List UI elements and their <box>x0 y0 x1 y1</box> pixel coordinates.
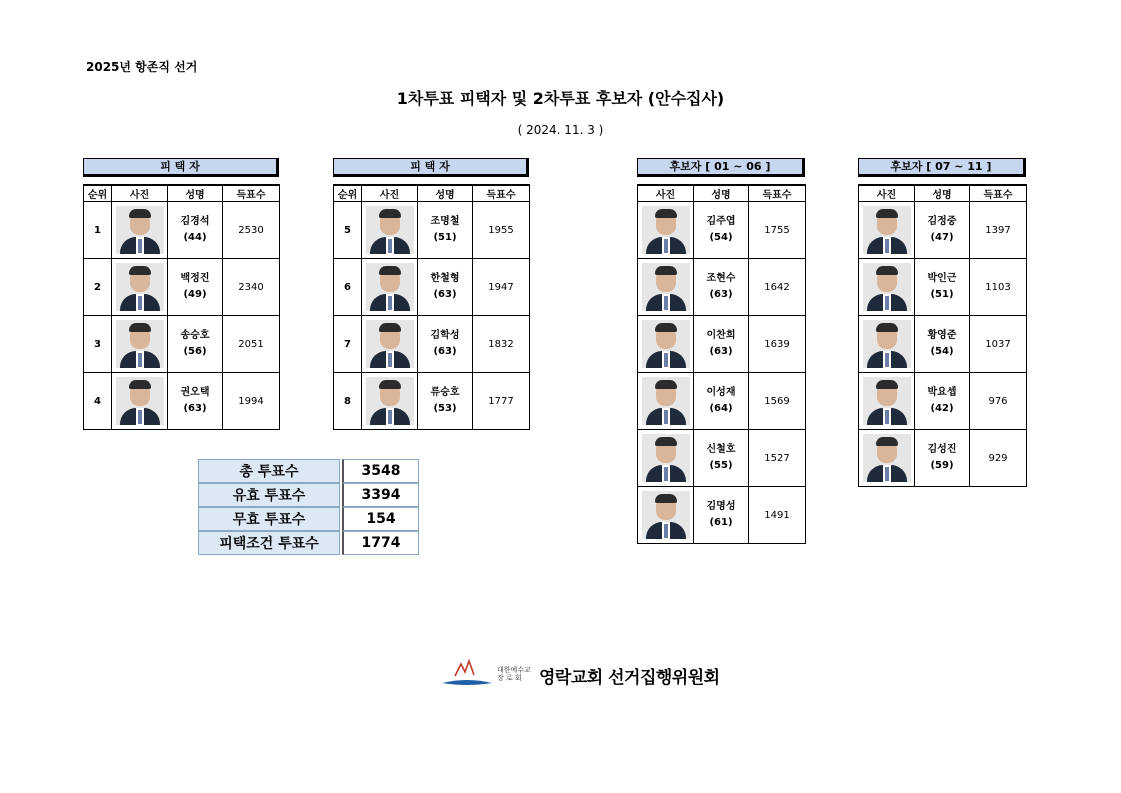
candidate-age: (63) <box>709 289 733 300</box>
col-votes: 득표수 <box>749 185 806 202</box>
votes-cell: 1639 <box>749 316 806 373</box>
rank-cell: 5 <box>334 202 362 259</box>
candidate-age: (53) <box>433 403 457 414</box>
candidate-age: (63) <box>433 289 457 300</box>
candidate-photo <box>642 377 690 425</box>
candidate-age: (49) <box>183 289 207 300</box>
name-cell <box>694 373 749 430</box>
col-photo: 사진 <box>638 185 694 202</box>
stats-row <box>198 507 419 531</box>
name-cell <box>694 202 749 259</box>
candidate-age: (63) <box>183 403 207 414</box>
name-cell <box>694 259 749 316</box>
footer-logo <box>441 658 731 690</box>
col-name: 성명 <box>915 185 970 202</box>
table-row <box>84 316 280 373</box>
name-cell <box>418 316 473 373</box>
votes-cell: 1755 <box>749 202 806 259</box>
candidate-photo <box>116 263 164 311</box>
candidate-photo <box>863 206 911 254</box>
votes-cell: 1103 <box>970 259 1027 316</box>
candidate-name: 송승호 <box>180 330 210 341</box>
votes-cell: 1955 <box>473 202 530 259</box>
col-votes: 득표수 <box>473 185 530 202</box>
candidate-photo <box>366 263 414 311</box>
votes-cell: 1037 <box>970 316 1027 373</box>
name-cell <box>915 316 970 373</box>
candidate-age: (54) <box>930 346 954 357</box>
votes-cell: 2051 <box>223 316 280 373</box>
candidate-photo <box>863 377 911 425</box>
stats-value: 1774 <box>342 531 419 555</box>
panel-3-table <box>637 184 806 544</box>
panel-1-title: 피 택 자 <box>83 158 279 177</box>
col-name: 성명 <box>168 185 223 202</box>
table-row <box>638 202 806 259</box>
candidate-age: (56) <box>183 346 207 357</box>
name-cell <box>694 430 749 487</box>
photo-cell <box>859 202 915 259</box>
votes-cell: 2530 <box>223 202 280 259</box>
votes-cell: 1397 <box>970 202 1027 259</box>
col-rank: 순위 <box>334 185 362 202</box>
candidate-photo <box>116 206 164 254</box>
table-row <box>859 430 1027 487</box>
candidate-name: 한철형 <box>430 273 460 284</box>
stats-label: 무효 투표수 <box>198 507 340 531</box>
col-photo: 사진 <box>362 185 418 202</box>
stats-label: 유효 투표수 <box>198 483 340 507</box>
table-row <box>638 487 806 544</box>
votes-cell: 929 <box>970 430 1027 487</box>
col-name: 성명 <box>694 185 749 202</box>
denomination-line-1: 대한예수교 <box>497 666 531 674</box>
candidate-photo <box>863 320 911 368</box>
candidate-age: (59) <box>930 460 954 471</box>
candidate-photo <box>863 263 911 311</box>
candidate-photo <box>116 377 164 425</box>
candidate-name: 김성진 <box>927 444 957 455</box>
vote-stats-table <box>198 459 419 555</box>
candidate-photo <box>863 434 911 482</box>
election-date: ( 2024. 11. 3 ) <box>517 123 604 137</box>
rank-cell: 4 <box>84 373 112 430</box>
candidate-age: (44) <box>183 232 207 243</box>
table-row <box>334 373 530 430</box>
candidate-photo <box>116 320 164 368</box>
candidate-age: (63) <box>709 346 733 357</box>
candidate-photo <box>366 206 414 254</box>
candidate-name: 황영준 <box>927 330 957 341</box>
name-cell <box>418 202 473 259</box>
table-row <box>859 373 1027 430</box>
name-cell <box>168 202 223 259</box>
table-row <box>84 259 280 316</box>
photo-cell <box>112 259 168 316</box>
stats-row <box>198 531 419 555</box>
photo-cell <box>362 259 418 316</box>
votes-cell: 1947 <box>473 259 530 316</box>
candidate-name: 권오택 <box>180 387 210 398</box>
candidate-age: (64) <box>709 403 733 414</box>
rank-cell: 1 <box>84 202 112 259</box>
photo-cell <box>112 202 168 259</box>
candidate-name: 류승호 <box>430 387 460 398</box>
photo-cell <box>362 316 418 373</box>
photo-cell <box>638 487 694 544</box>
candidate-photo <box>642 434 690 482</box>
votes-cell: 976 <box>970 373 1027 430</box>
votes-cell: 1994 <box>223 373 280 430</box>
stats-value: 154 <box>342 507 419 531</box>
panel-2-table <box>333 184 530 430</box>
candidate-photo <box>642 320 690 368</box>
stats-row <box>198 483 419 507</box>
col-photo: 사진 <box>859 185 915 202</box>
votes-cell: 1527 <box>749 430 806 487</box>
photo-cell <box>859 316 915 373</box>
name-cell <box>915 259 970 316</box>
photo-cell <box>638 316 694 373</box>
table-row <box>84 373 280 430</box>
candidate-age: (51) <box>930 289 954 300</box>
candidate-age: (54) <box>709 232 733 243</box>
church-logo-icon <box>441 658 493 688</box>
panel-3-title: 후보자 [ 01 ~ 06 ] <box>637 158 805 177</box>
stats-value: 3548 <box>342 459 419 483</box>
candidate-age: (55) <box>709 460 733 471</box>
table-row <box>638 430 806 487</box>
candidate-name: 김주엽 <box>706 216 736 227</box>
photo-cell <box>638 430 694 487</box>
col-votes: 득표수 <box>223 185 280 202</box>
candidate-name: 이성재 <box>706 387 736 398</box>
votes-cell: 1777 <box>473 373 530 430</box>
photo-cell <box>638 202 694 259</box>
votes-cell: 1642 <box>749 259 806 316</box>
panel-2-title: 피 택 자 <box>333 158 529 177</box>
col-rank: 순위 <box>84 185 112 202</box>
candidate-photo <box>642 206 690 254</box>
candidate-name: 신철호 <box>706 444 736 455</box>
candidate-name: 이찬희 <box>706 330 736 341</box>
rank-cell: 7 <box>334 316 362 373</box>
candidate-age: (47) <box>930 232 954 243</box>
candidate-name: 김학성 <box>430 330 460 341</box>
candidate-name: 김정중 <box>927 216 957 227</box>
table-row <box>859 202 1027 259</box>
votes-cell: 1832 <box>473 316 530 373</box>
panel-4-title: 후보자 [ 07 ~ 11 ] <box>858 158 1026 177</box>
candidate-age: (63) <box>433 346 457 357</box>
name-cell <box>915 202 970 259</box>
table-header-row <box>84 185 280 202</box>
candidate-name: 백정진 <box>180 273 210 284</box>
table-row <box>334 316 530 373</box>
table-row <box>638 259 806 316</box>
candidate-name: 박인근 <box>927 273 957 284</box>
name-cell <box>694 487 749 544</box>
table-row <box>638 373 806 430</box>
stats-label: 총 투표수 <box>198 459 340 483</box>
photo-cell <box>859 430 915 487</box>
name-cell <box>915 373 970 430</box>
election-label: 2025년 항존직 선거 <box>86 60 198 74</box>
photo-cell <box>638 373 694 430</box>
denomination-line-2: 장 로 회 <box>497 674 522 682</box>
table-header-row <box>334 185 530 202</box>
candidate-name: 김명성 <box>706 501 736 512</box>
stats-row <box>198 459 419 483</box>
organization-name: 영락교회 선거집행위원회 <box>539 668 720 688</box>
candidate-photo <box>366 320 414 368</box>
candidate-photo <box>366 377 414 425</box>
name-cell <box>418 259 473 316</box>
name-cell <box>915 430 970 487</box>
candidate-age: (61) <box>709 517 733 528</box>
votes-cell: 1569 <box>749 373 806 430</box>
candidate-name: 박요셉 <box>927 387 957 398</box>
name-cell <box>168 373 223 430</box>
col-photo: 사진 <box>112 185 168 202</box>
col-name: 성명 <box>418 185 473 202</box>
table-row <box>859 259 1027 316</box>
table-row <box>859 316 1027 373</box>
stats-label: 피택조건 투표수 <box>198 531 340 555</box>
table-row <box>334 202 530 259</box>
rank-cell: 6 <box>334 259 362 316</box>
votes-cell: 2340 <box>223 259 280 316</box>
candidate-name: 조명철 <box>430 216 460 227</box>
rank-cell: 2 <box>84 259 112 316</box>
votes-cell: 1491 <box>749 487 806 544</box>
name-cell <box>168 259 223 316</box>
rank-cell: 3 <box>84 316 112 373</box>
photo-cell <box>112 373 168 430</box>
table-row <box>84 202 280 259</box>
candidate-age: (42) <box>930 403 954 414</box>
table-header-row <box>859 185 1027 202</box>
table-row <box>638 316 806 373</box>
photo-cell <box>112 316 168 373</box>
name-cell <box>168 316 223 373</box>
candidate-photo <box>642 263 690 311</box>
candidate-photo <box>642 491 690 539</box>
table-row <box>334 259 530 316</box>
stats-value: 3394 <box>342 483 419 507</box>
photo-cell <box>362 202 418 259</box>
photo-cell <box>859 373 915 430</box>
rank-cell: 8 <box>334 373 362 430</box>
col-votes: 득표수 <box>970 185 1027 202</box>
page-title: 1차투표 피택자 및 2차투표 후보자 (안수집사) <box>396 89 725 108</box>
denomination-text <box>497 666 537 682</box>
photo-cell <box>362 373 418 430</box>
photo-cell <box>638 259 694 316</box>
candidate-name: 조현수 <box>706 273 736 284</box>
photo-cell <box>859 259 915 316</box>
name-cell <box>418 373 473 430</box>
name-cell <box>694 316 749 373</box>
panel-4-table <box>858 184 1027 487</box>
panel-1-table <box>83 184 280 430</box>
candidate-name: 김경석 <box>180 216 210 227</box>
candidate-age: (51) <box>433 232 457 243</box>
table-header-row <box>638 185 806 202</box>
